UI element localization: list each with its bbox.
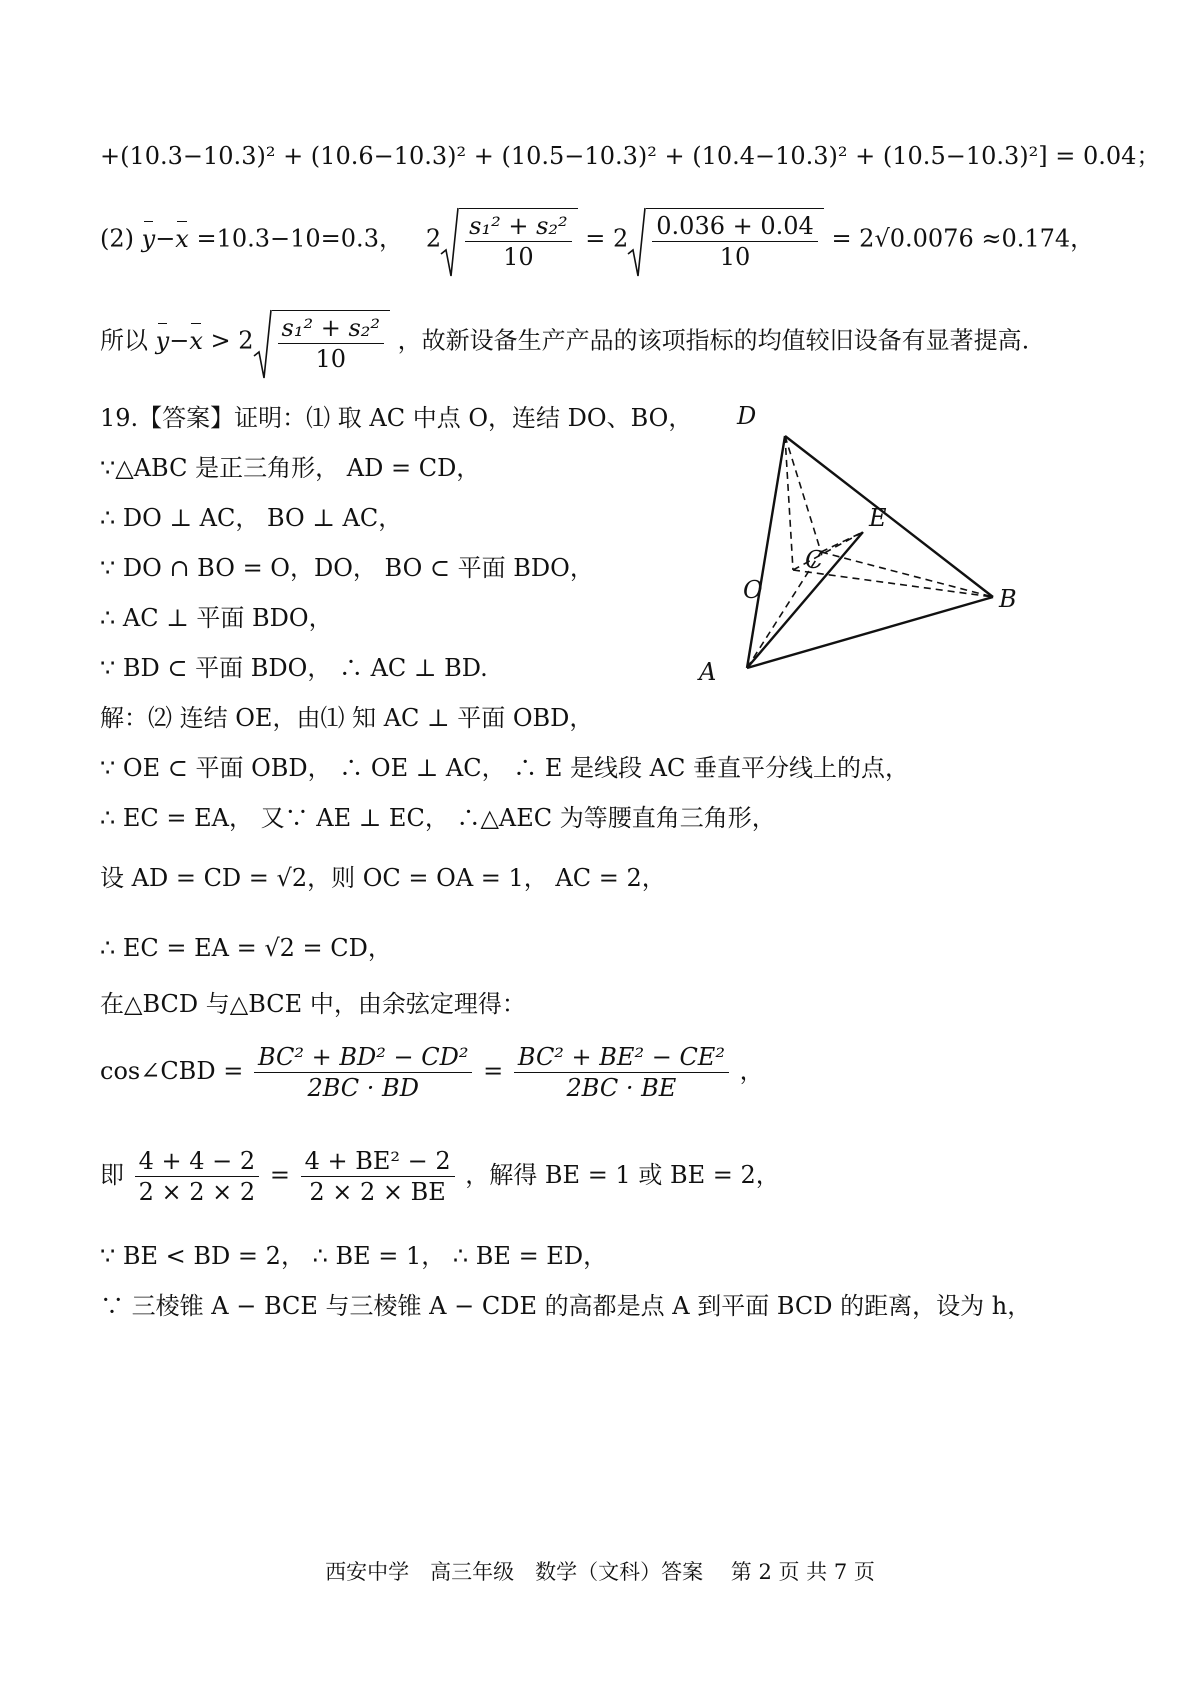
fraction <box>301 1146 455 1207</box>
fraction <box>652 211 818 272</box>
coefficient-two: 2 <box>425 224 442 253</box>
edge-ab <box>747 597 993 668</box>
q19-line-6 <box>100 652 488 684</box>
sqrt-result: = 2√0.0076 <box>831 224 974 253</box>
numerator: 4 + BE² − 2 <box>301 1146 455 1177</box>
q19-line-16 <box>100 1290 1031 1322</box>
conclusion-prefix: 所以 <box>100 326 148 355</box>
q19-line-5 <box>100 602 333 634</box>
label-e: E <box>869 504 887 532</box>
q19-line: ∵ DO ∩ BO = O，DO， BO ⊂ 平面 BDO， <box>100 554 594 582</box>
edge-oe <box>793 532 863 570</box>
denominator: 2 × 2 × 2 <box>138 1178 256 1206</box>
q19-line: 解：⑵ 连结 OE，由⑴ 知 AC ⊥ 平面 OBD， <box>100 704 594 732</box>
q19-line: 设 AD = CD = √2，则 OC = OA = 1， AC = 2， <box>100 864 666 892</box>
tetrahedron-figure <box>699 402 1125 686</box>
fraction <box>135 1146 260 1207</box>
numerator: 4 + 4 − 2 <box>135 1146 260 1177</box>
q19-line-12 <box>100 988 526 1020</box>
x-bar: x <box>175 224 189 253</box>
solve-prefix: 即 <box>100 1161 124 1189</box>
q19-line: ∴ EC = EA， 又∵ AE ⊥ EC， ∴△AEC 为等腰直角三角形， <box>100 804 776 832</box>
q19-line-7 <box>100 702 593 734</box>
q19-line-8 <box>100 752 909 784</box>
sqrt-numeric <box>628 208 824 272</box>
fraction <box>254 1042 473 1103</box>
greater-than-two: > 2 <box>210 326 254 355</box>
y-bar: y <box>141 224 156 253</box>
y-bar: y <box>155 326 170 355</box>
cosine-law <box>100 1042 764 1103</box>
label-b: B <box>999 585 1017 613</box>
punctuation: ， <box>739 1057 764 1085</box>
solid-edges <box>747 436 993 668</box>
fraction <box>278 313 384 374</box>
q19-line: 在△BCD 与△BCE 中，由余弦定理得： <box>100 990 526 1018</box>
q19-line-4 <box>100 552 594 584</box>
conclusion-text: ，故新设备生产产品的该项指标的均值较旧设备有显著提高. <box>397 326 1030 355</box>
q19-line: ∵ 三棱锥 A − BCE 与三棱锥 A − CDE 的高都是点 A 到平面 BCD 的距离，设为 h， <box>100 1292 1032 1320</box>
label-c: C <box>805 546 824 574</box>
cos-label: cos∠CBD = <box>100 1057 251 1085</box>
denominator: 2 × 2 × BE <box>309 1178 446 1206</box>
denominator: 2BC · BD <box>307 1074 419 1102</box>
numerator: s₁² + s₂² <box>278 313 384 344</box>
variance-expression: +(10.3−10.3)² + (10.6−10.3)² + (10.5−10.3)² + (10.4−10.3)² + (10.5−10.3)²] = 0.04； <box>100 142 1161 170</box>
radical-icon <box>441 208 459 278</box>
numerator: s₁² + s₂² <box>465 211 571 242</box>
equals-sign: = <box>269 1161 290 1189</box>
q19-line-2 <box>100 452 480 484</box>
edge-da <box>747 436 785 668</box>
denominator: 10 <box>503 243 534 271</box>
denominator: 2BC · BE <box>566 1074 677 1102</box>
part-label: (2) <box>100 224 142 253</box>
denominator: 10 <box>315 345 347 373</box>
sqrt-variance-sum <box>441 208 577 272</box>
label-o: O <box>743 576 763 604</box>
variance-continuation <box>100 140 1160 172</box>
numerator: BC² + BD² − CD² <box>254 1042 473 1073</box>
edge-cb <box>821 552 993 597</box>
edge-do <box>785 436 793 570</box>
q19-line-15 <box>100 1240 607 1272</box>
page-footer: 西安中学 高三年级 数学（文科）答案 第 2 页 共 7 页 <box>325 1560 875 1584</box>
q19-line: ∵ BE < BD = 2， ∴ BE = 1， ∴ BE = ED， <box>100 1242 608 1270</box>
approx-result: ≈0.174， <box>981 224 1095 253</box>
conclusion-line <box>100 310 1029 374</box>
minus-sign: − <box>169 326 190 355</box>
label-d: D <box>737 402 757 430</box>
radical-icon <box>628 208 646 278</box>
q19-line: ∵△ABC 是正三角形， AD = CD， <box>100 454 481 482</box>
equals-sign: = <box>483 1057 504 1085</box>
q19-line-3 <box>100 502 402 534</box>
q19-line: 19.【答案】证明：⑴ 取 AC 中点 O，连结 DO、BO， <box>100 404 693 432</box>
sqrt-variance-sum <box>254 310 390 374</box>
minus-sign: − <box>155 224 176 253</box>
q19-line: ∴ AC ⊥ 平面 BDO， <box>100 604 333 632</box>
q19-line: ∵ OE ⊂ 平面 OBD， ∴ OE ⊥ AC， ∴ E 是线段 AC 垂直平分线上的点， <box>100 754 909 782</box>
edge-ce <box>821 532 863 552</box>
equals-two: = 2 <box>585 224 629 253</box>
numerator: BC² + BE² − CE² <box>514 1042 729 1073</box>
q19-line: ∴ DO ⊥ AC， BO ⊥ AC， <box>100 504 403 532</box>
x-bar: x <box>189 326 203 355</box>
solve-result: ，解得 BE = 1 或 BE = 2， <box>465 1161 780 1189</box>
q19-line-11 <box>100 932 392 964</box>
solve-be <box>100 1146 780 1207</box>
part2-calculation <box>100 208 1094 272</box>
q19-answer-heading <box>100 402 692 434</box>
numerator: 0.036 + 0.04 <box>652 211 818 242</box>
denominator: 10 <box>719 243 751 271</box>
mean-difference: =10.3−10=0.3， <box>196 224 403 253</box>
q19-line-10 <box>100 862 666 894</box>
fraction <box>514 1042 729 1103</box>
q19-line: ∴ EC = EA = √2 = CD， <box>100 934 392 962</box>
q19-line-9 <box>100 802 776 834</box>
q19-line: ∵ BD ⊂ 平面 BDO， ∴ AC ⊥ BD. <box>100 654 488 682</box>
fraction <box>465 211 571 272</box>
label-a: A <box>699 658 717 686</box>
radical-icon <box>254 310 272 380</box>
